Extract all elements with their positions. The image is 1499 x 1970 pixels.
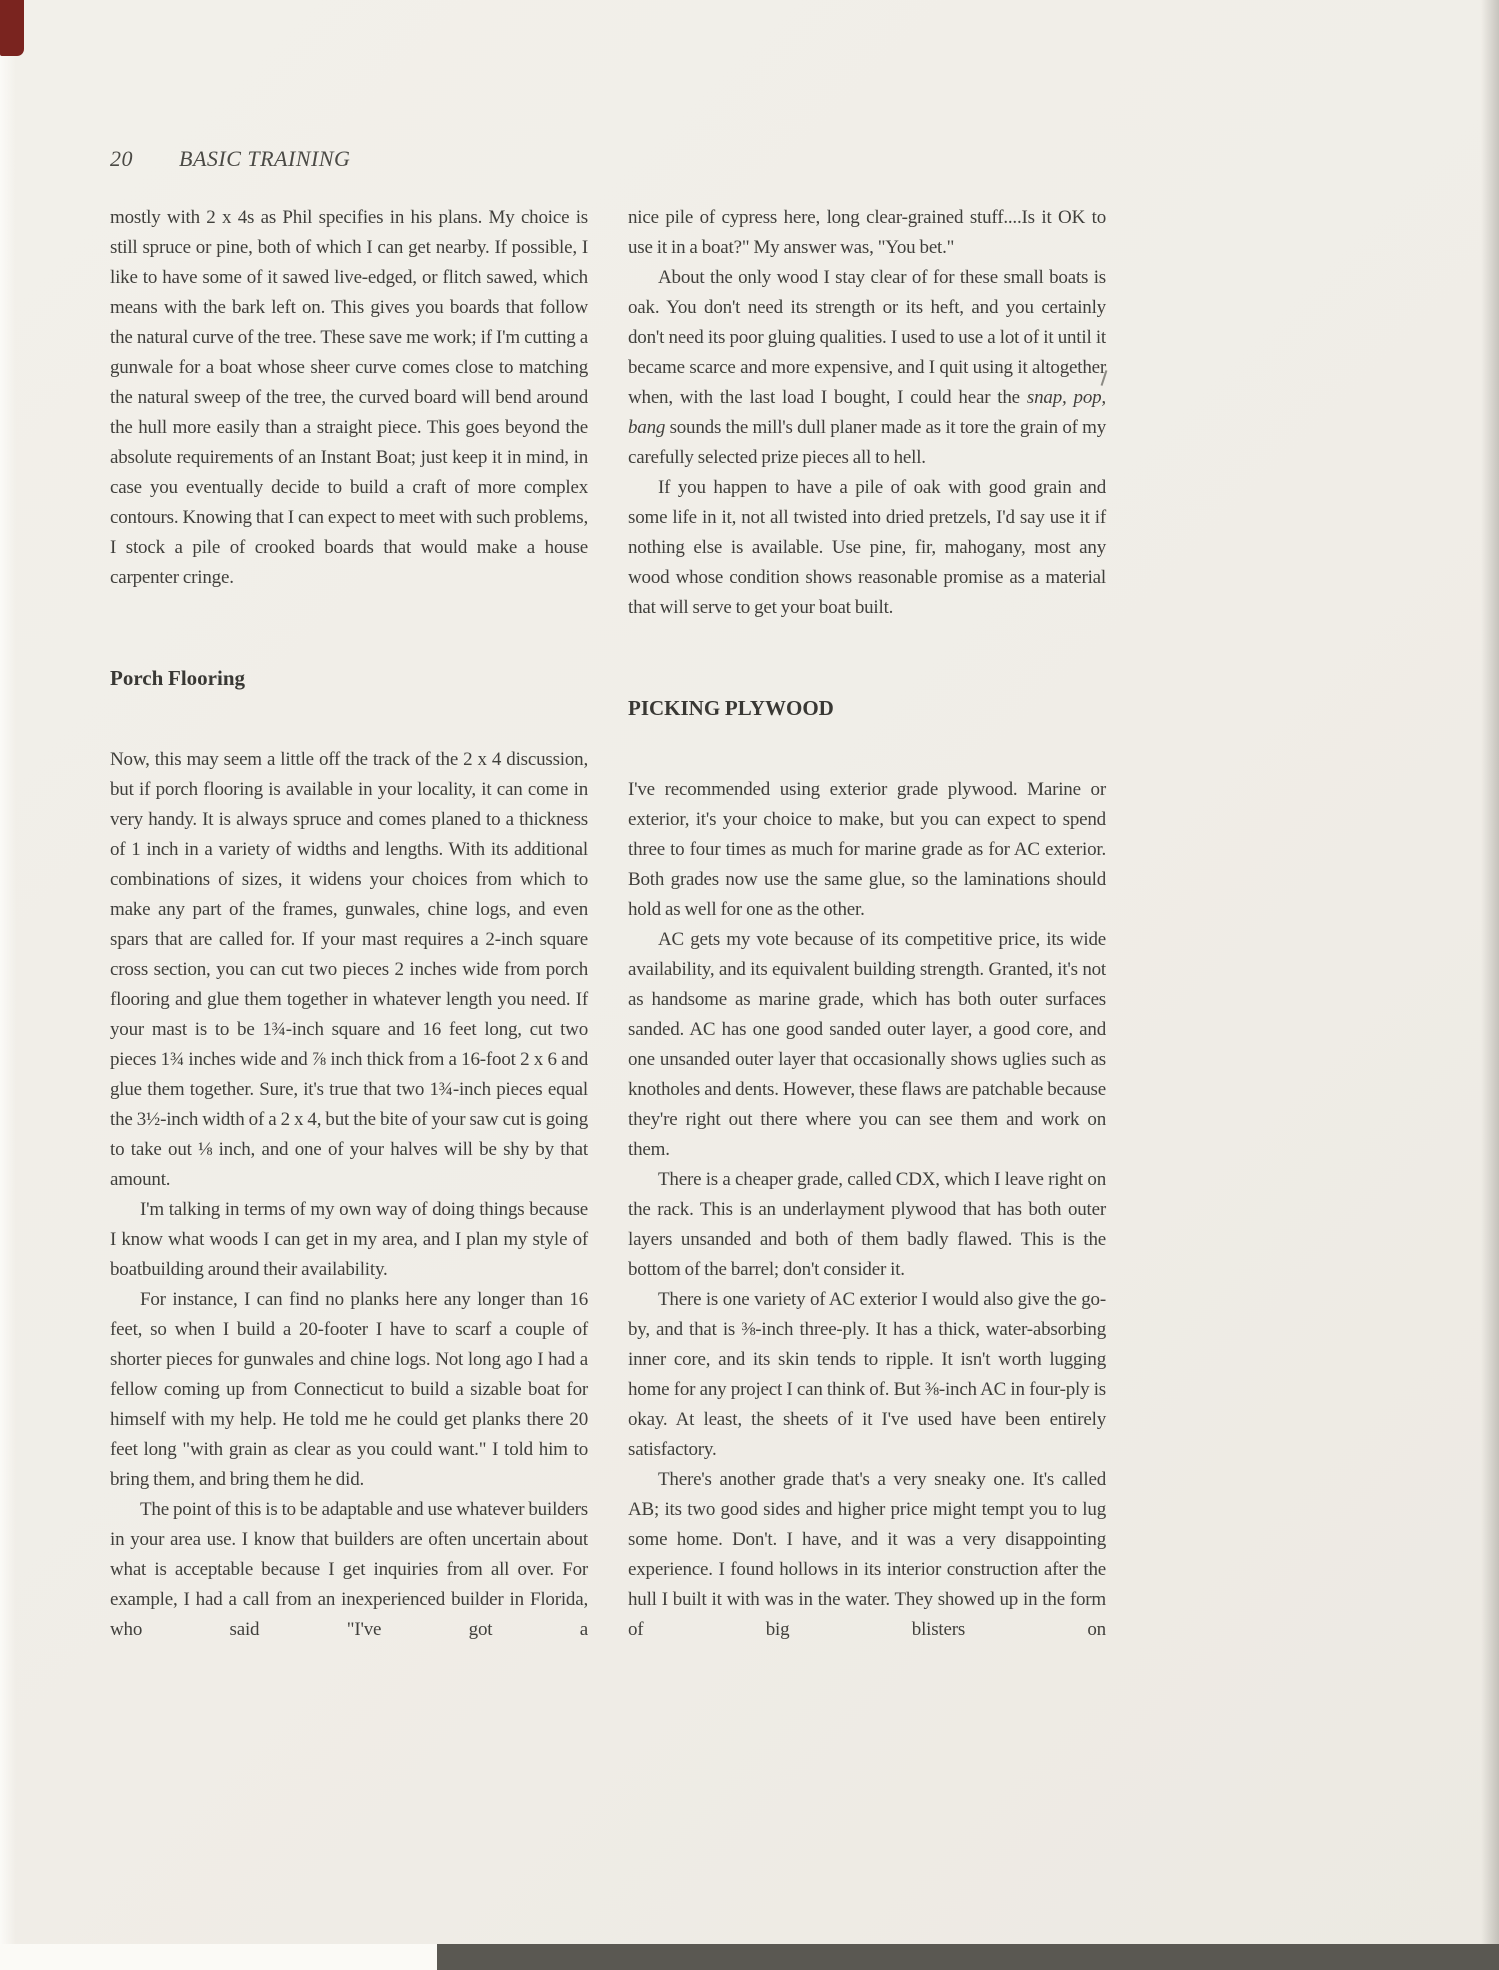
paragraph: If you happen to have a pile of oak with good grain and some life in it, not all twisted into dried pretzels, I'd say use it if nothing else is available. Use pine, fir, mahogany, most any wood whose condition shows reasonable promise as a material that will serve to get your boat built. — [628, 477, 1106, 618]
paragraph-text: sounds the mill's dull planer made as it tore the grain of my carefully selected prize pieces all to hell. — [628, 417, 1106, 468]
paragraph: AC gets my vote because of its competitive price, its wide availability, and its equivalent building strength. Granted, it's not as handsome as marine grade, which has both outer surfaces sanded. AC has one good sanded outer layer, a good core, and one unsanded outer layer that occasionally shows uglies such as knotholes and dents. However, these flaws are patchable because they're right out there where you can see them and work on them. — [628, 929, 1106, 1160]
paragraph: The point of this is to be adaptable and use whatever builders in your area use. I know that builders are often uncertain about what is acceptable because I get inquiries from all over. For example, I had a call from an inexperienced builder in Florida, who said "I've got a — [110, 1499, 588, 1640]
page-left-edge-highlight — [0, 0, 16, 1970]
scan-bottom-left-strip — [0, 1944, 437, 1970]
paragraph: I've recommended using exterior grade plywood. Marine or exterior, it's your choice to make, but you can expect to spend three to four times as much for marine grade as for AC exterior. Both grades now use the same glue, so the laminations should hold as well for one as the other. — [628, 779, 1106, 920]
paragraph-text: About the only wood I stay clear of for these small boats is oak. You don't need its strength or its heft, and you certainly don't need its poor gluing qualities. I used to use a lot of it until it became scarce and more expensive, and I quit using it altogether when, with the last load I bought, I could hear the — [628, 267, 1106, 408]
right-text-column — [628, 203, 1106, 1645]
scan-corner-mark — [0, 0, 24, 56]
paragraph: mostly with 2 x 4s as Phil specifies in his plans. My choice is still spruce or pine, both of which I can get nearby. If possible, I like to have some of it sawed live-edged, or flitch sawed, which means with the bark left on. This gives you boards that follow the natural curve of the tree. These save me work; if I'm cutting a gunwale for a boat whose sheer curve comes close to matching the natural sweep of the tree, the curved board will bend around the hull more easily than a straight piece. This goes beyond the absolute requirements of an Instant Boat; just keep it in mind, in case you eventually decide to build a craft of more complex contours. Knowing that I can expect to meet with such problems, I stock a pile of crooked boards that would make a house carpenter cringe. — [110, 207, 588, 588]
paragraph: There is one variety of AC exterior I would also give the go-by, and that is ⅜-inch three-ply. It has a thick, water-absorbing inner core, and its skin tends to ripple. It isn't worth lugging home for any project I can think of. But ⅜-inch AC in four-ply is okay. At least, the sheets of it I've used have been entirely satisfactory. — [628, 1289, 1106, 1460]
paragraph: For instance, I can find no planks here any longer than 16 feet, so when I build a 20-footer I have to scarf a couple of shorter pieces for gunwales and chine logs. Not long ago I had a fellow coming up from Connecticut to build a sizable boat for himself with my help. He told me he could get planks there 20 feet long "with grain as clear as you could want." I told him to bring them, and bring them he did. — [110, 1289, 588, 1490]
section-heading-picking-plywood: PICKING PLYWOOD — [628, 696, 834, 720]
paragraph: nice pile of cypress here, long clear-grained stuff....Is it OK to use it in a boat?" My answer was, "You bet." — [628, 207, 1106, 258]
running-head-title: BASIC TRAINING — [179, 146, 351, 171]
italic-phrase: snap, pop, bang — [628, 387, 1106, 438]
paragraph: Now, this may seem a little off the track of the 2 x 4 discussion, but if porch flooring is available in your locality, it can come in very handy. It is always spruce and comes planed to a thickness of 1 inch in a variety of widths and lengths. With its additional combinations of sizes, it widens your choices from which to make any part of the frames, gunwales, chine logs, and even spars that are called for. If your mast requires a 2-inch square cross section, you can cut two pieces 2 inches wide from porch flooring and glue them together in whatever length you need. If your mast is to be 1¾-inch square and 16 feet long, cut two pieces 1¾ inches wide and ⅞ inch thick from a 16-foot 2 x 6 and glue them together. Sure, it's true that two 1¾-inch pieces equal the 3½-inch width of a 2 x 4, but the bite of your saw cut is going to take out ⅛ inch, and one of your halves will be shy by that amount. — [110, 749, 588, 1190]
paragraph: There's another grade that's a very sneaky one. It's called AB; its two good sides and higher price might tempt you to lug some home. Don't. I have, and it was a very disappointing experience. I found hollows in its interior construction after the hull I built it with was in the water. They showed up in the form of big blisters on — [628, 1469, 1106, 1640]
section-heading-porch-flooring: Porch Flooring — [110, 666, 246, 690]
page-number: 20 — [110, 146, 133, 171]
paragraph: There is a cheaper grade, called CDX, which I leave right on the rack. This is an underlayment plywood that has both outer layers unsanded and both of them badly flawed. This is the bottom of the barrel; don't consider it. — [628, 1169, 1106, 1280]
running-head — [110, 146, 350, 172]
paragraph: I'm talking in terms of my own way of doing things because I know what woods I can get in my area, and I plan my style of boatbuilding around their availability. — [110, 1199, 588, 1280]
scan-bottom-bar — [437, 1944, 1499, 1970]
page-right-edge-shadow — [1481, 0, 1499, 1970]
paragraph — [628, 263, 1106, 473]
left-text-column — [110, 203, 588, 1645]
